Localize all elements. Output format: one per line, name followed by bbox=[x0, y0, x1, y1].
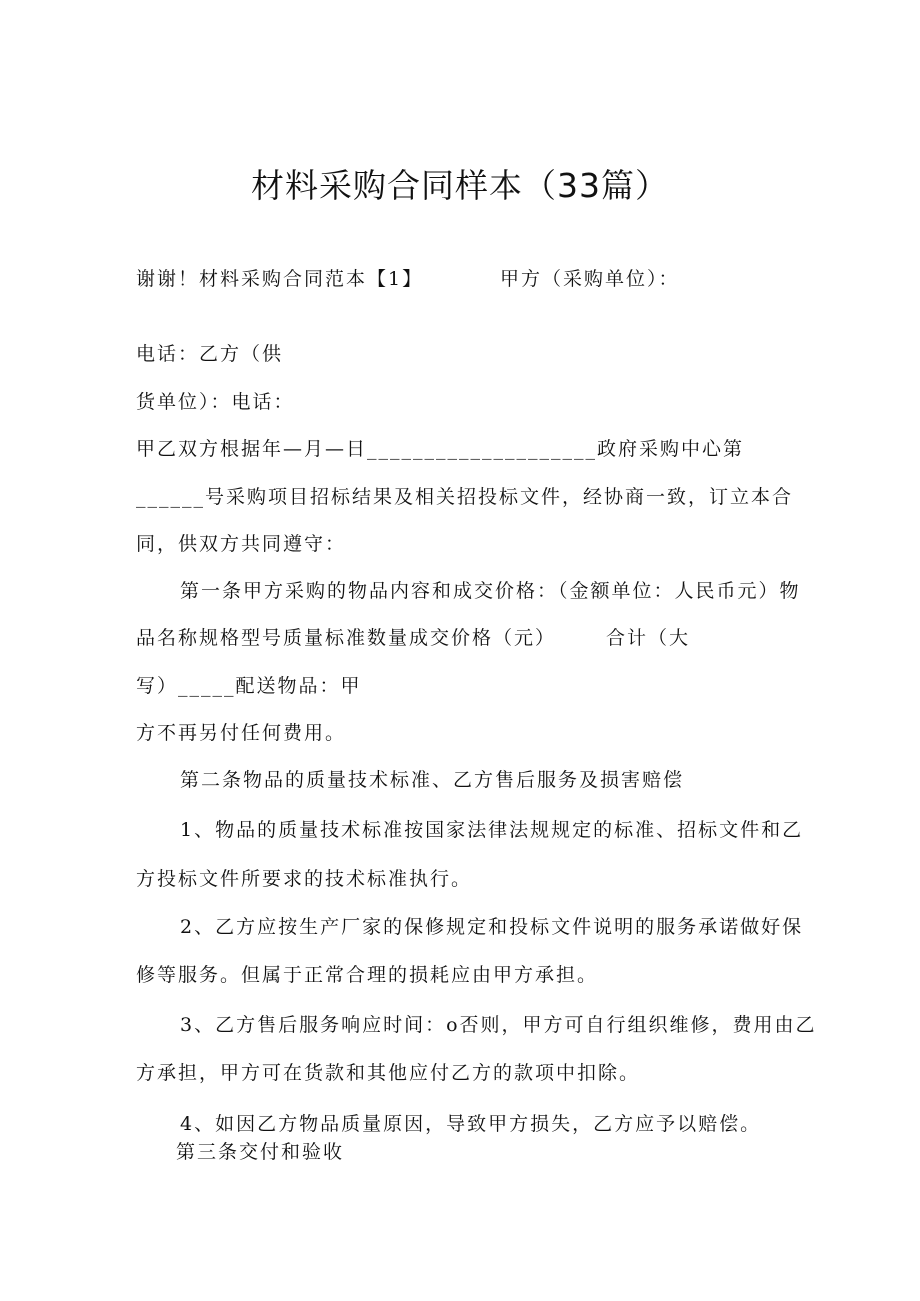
text-line: 第一条甲方采购的物品内容和成交价格：（金额单位：人民币元）物 bbox=[180, 580, 801, 602]
text-line: 谢谢！材料采购合同范本【1】 bbox=[136, 268, 424, 290]
text-line: 写）_____配送物品：甲 bbox=[136, 675, 362, 697]
text-line: 同，供双方共同遵守： bbox=[136, 533, 347, 555]
text-line: 1、物品的质量技术标准按国家法律法规规定的标准、招标文件和乙 bbox=[180, 819, 804, 841]
text-line: 方承担，甲方可在货款和其他应付乙方的款项中扣除。 bbox=[136, 1062, 641, 1084]
text-line: 货单位）：电话： bbox=[136, 391, 295, 413]
text-line: 合计（大 bbox=[606, 627, 691, 649]
text-line: 第三条交付和验收 bbox=[176, 1141, 345, 1163]
text-line: 第二条物品的质量技术标准、乙方售后服务及损害赔偿 bbox=[180, 769, 685, 791]
text-line: 品名称规格型号质量标准数量成交价格（元） bbox=[136, 627, 557, 649]
text-line: 甲乙双方根据年—月—日____________________政府采购中心第 bbox=[136, 438, 745, 460]
text-line: 3、乙方售后服务响应时间：o否则，甲方可自行组织维修，费用由乙 bbox=[180, 1014, 817, 1036]
text-line: ______号采购项目招标结果及相关招投标文件，经协商一致，订立本合 bbox=[136, 486, 794, 508]
text-line: 2、乙方应按生产厂家的保修规定和投标文件说明的服务承诺做好保 bbox=[180, 916, 804, 938]
text-line: 甲方（采购单位）： bbox=[500, 268, 680, 290]
document-title: 材料采购合同样本（33篇） bbox=[251, 166, 669, 205]
text-line: 电话：乙方（供 bbox=[136, 343, 284, 365]
text-line: 方投标文件所要求的技术标准执行。 bbox=[136, 868, 473, 890]
text-line: 修等服务。但属于正常合理的损耗应由甲方承担。 bbox=[136, 964, 599, 986]
text-line: 方不再另付任何费用。 bbox=[136, 722, 347, 744]
text-line: 4、如因乙方物品质量原因，导致甲方损失，乙方应予以赔偿。 bbox=[180, 1113, 762, 1135]
